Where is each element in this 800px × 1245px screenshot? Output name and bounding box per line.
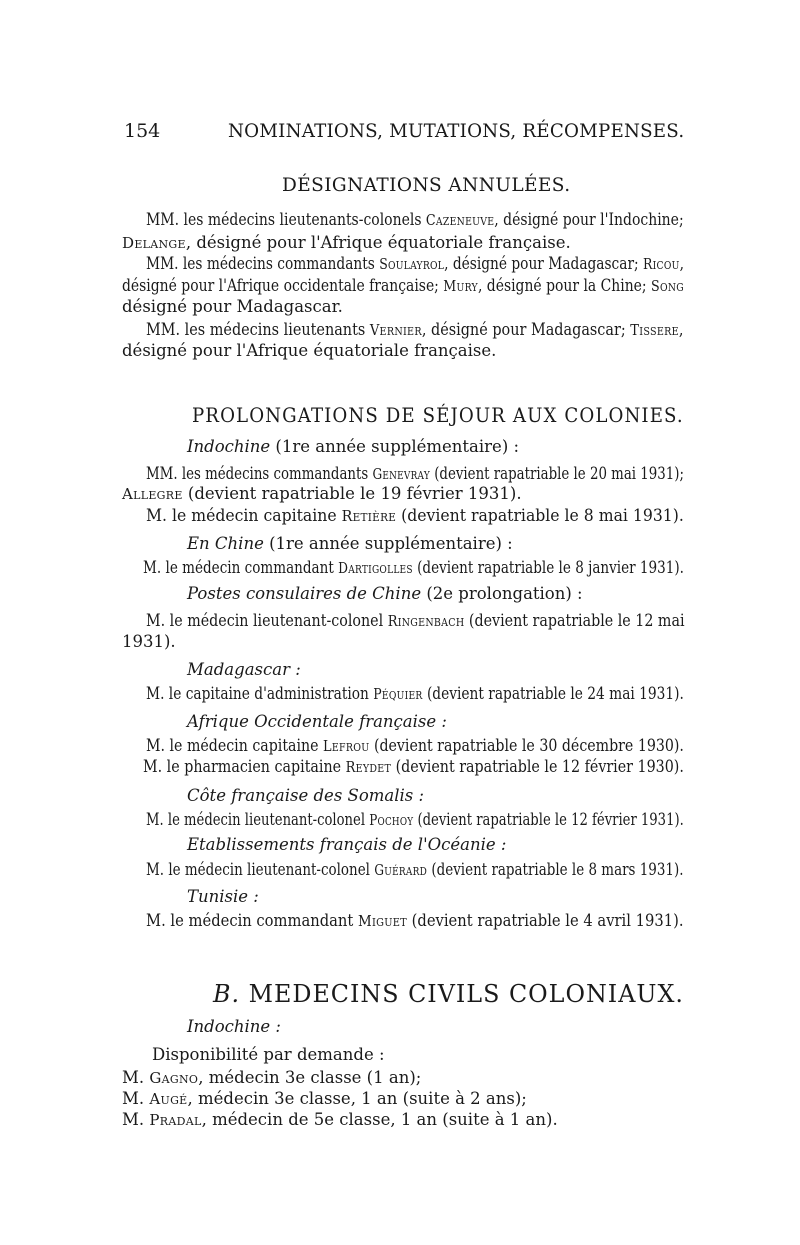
person-name: Pradal [149, 1111, 202, 1129]
indochine-line1: MM. les médecins commandants Genevray (devient rapatriable le 20 mai 1931); [146, 464, 684, 483]
list-item: M. Gagno, médecin 3e classe (1 an); [122, 1068, 422, 1087]
list-item: M. Pradal, médecin de 5e classe, 1 an (suite à 1 an). [122, 1110, 558, 1129]
list-item: M. Augé, médecin 3e classe, 1 an (suite à 2 ans); [122, 1089, 527, 1108]
person-name: Lefrou [323, 737, 370, 755]
madagascar-line1: M. le capitaine d'administration Péquier (devient rapatriable le 24 mai 1931). [146, 684, 684, 703]
subheading-madagascar: Madagascar : [187, 660, 301, 679]
person-name: Soulayrol [379, 255, 445, 273]
person-name: Ringenbach [387, 612, 465, 630]
person-name: Dartigolles [338, 559, 413, 577]
postes-line2: 1931). [122, 632, 176, 651]
person-name: Reydet [345, 758, 392, 776]
subheading-postes-consulaires: Postes consulaires de Chine (2e prolongation) : [187, 584, 583, 603]
person-name: Mury [443, 277, 478, 295]
person-name: Retière [341, 507, 397, 525]
person-name: Pochoy [369, 811, 414, 829]
section-title-designations: DÉSIGNATIONS ANNULÉES. [282, 175, 571, 196]
running-title: NOMINATIONS, MUTATIONS, RÉCOMPENSES. [228, 120, 685, 142]
designations-p3-line2: désigné pour l'Afrique équatoriale française. [122, 341, 497, 360]
designations-p3-line1: MM. les médecins lieutenants Vernier, désigné pour Madagascar; Tissere, [146, 320, 684, 339]
subheading-somalis: Côte française des Somalis : [187, 786, 425, 805]
disponibilite-heading: Disponibilité par demande : [152, 1045, 385, 1064]
person-name: Cazeneuve [425, 211, 495, 229]
person-name: Song [651, 277, 684, 295]
subheading-indochine: Indochine (1re année supplémentaire) : [187, 437, 520, 456]
designations-p1-line2: Delange, désigné pour l'Afrique équatoriale française. [122, 233, 571, 252]
section-title-civils: B. MEDECINS CIVILS COLONIAUX. [213, 980, 684, 1008]
designations-p2-line2: désigné pour l'Afrique occidentale française; Mury, désigné pour la Chine; Song [122, 276, 684, 295]
designations-p2-line3: désigné pour Madagascar. [122, 297, 343, 316]
designations-p1-line1: MM. les médecins lieutenants-colonels Cazeneuve, désigné pour l'Indochine; [146, 210, 684, 229]
indochine-line2: Allegre (devient rapatriable le 19 février 1931). [122, 484, 522, 503]
postes-line1: M. le médecin lieutenant-colonel Ringenbach (devient rapatriable le 12 mai [146, 611, 685, 630]
person-name: Guérard [374, 861, 428, 879]
subheading-tunisie: Tunisie : [187, 887, 259, 906]
person-name: Augé [149, 1090, 188, 1108]
person-name: Genevray [372, 465, 430, 483]
person-name: Tissere [630, 321, 679, 339]
person-name: Ricou [643, 255, 680, 273]
tunisie-line1: M. le médecin commandant Miguet (devient rapatriable le 4 avril 1931). [146, 911, 684, 930]
aof-line2: M. le pharmacien capitaine Reydet (devient rapatriable le 12 février 1930). [143, 757, 684, 776]
somalis-line1: M. le médecin lieutenant-colonel Pochoy (devient rapatriable le 12 février 1931). [146, 810, 684, 829]
aof-line1: M. le médecin capitaine Lefrou (devient rapatriable le 30 décembre 1930). [146, 736, 684, 755]
designations-p2-line1: MM. les médecins commandants Soulayrol, désigné pour Madagascar; Ricou, [146, 254, 684, 273]
subheading-aof: Afrique Occidentale française : [187, 712, 447, 731]
subheading-chine: En Chine (1re année supplémentaire) : [187, 534, 513, 553]
person-name: Vernier [369, 321, 422, 339]
oceanie-line1: M. le médecin lieutenant-colonel Guérard (devient rapatriable le 8 mars 1931). [146, 860, 684, 879]
page-number: 154 [124, 120, 161, 142]
person-name: Delange [122, 234, 186, 252]
subheading-oceanie: Etablissements français de l'Océanie : [187, 835, 507, 854]
person-name: Péquier [373, 685, 423, 703]
section-title-prolongations: PROLONGATIONS DE SÉJOUR AUX COLONIES. [192, 403, 684, 427]
person-name: Gagno [149, 1069, 199, 1087]
person-name: Allegre [122, 485, 183, 503]
subheading-civils-indochine: Indochine : [187, 1017, 281, 1036]
person-name: Miguet [357, 912, 407, 930]
indochine-line3: M. le médecin capitaine Retière (devient rapatriable le 8 mai 1931). [146, 506, 684, 525]
chine-line1: M. le médecin commandant Dartigolles (devient rapatriable le 8 janvier 1931). [143, 558, 684, 577]
